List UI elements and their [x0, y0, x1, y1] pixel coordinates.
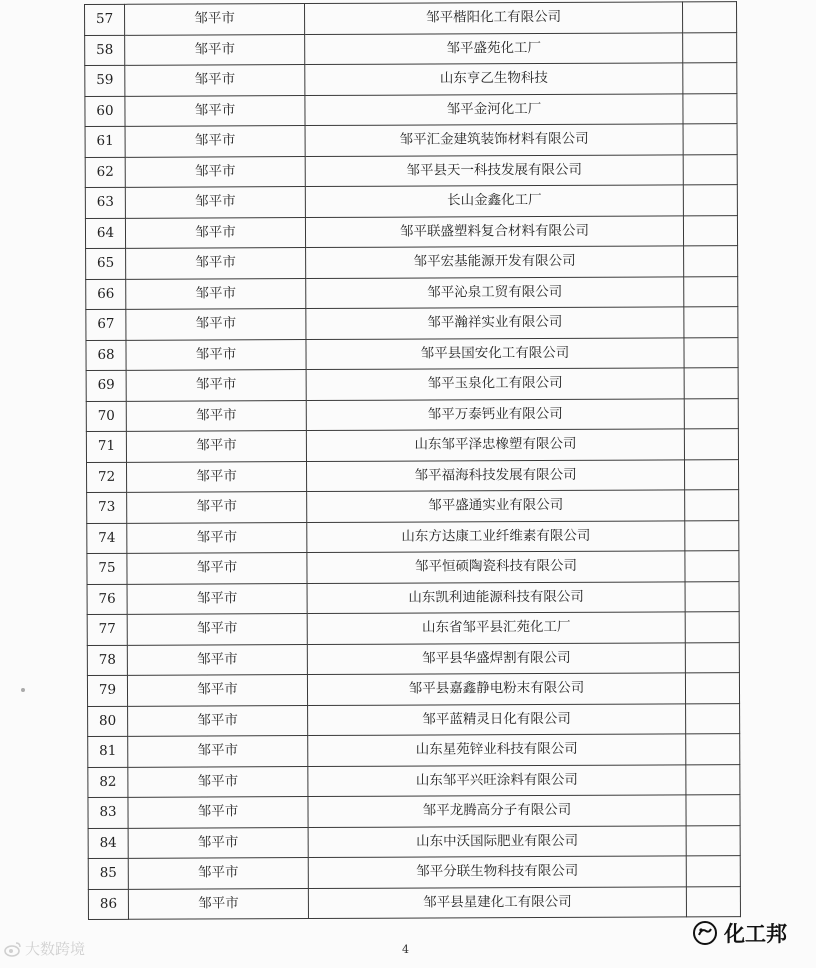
company-name-cell: 邹平县国安化工有限公司	[306, 337, 684, 369]
table-row	[85, 63, 737, 96]
company-name-cell: 邹平瀚祥实业有限公司	[306, 307, 684, 339]
table-row	[85, 2, 737, 35]
row-number-cell: 69	[86, 370, 126, 401]
note-cell	[684, 337, 738, 368]
note-cell	[686, 703, 740, 734]
note-cell	[683, 185, 737, 216]
watermark-left-text: 大数跨境	[25, 940, 86, 958]
note-cell	[686, 764, 740, 795]
note-cell	[685, 642, 739, 673]
city-cell: 邹平市	[127, 583, 307, 614]
company-name-cell: 邹平盛苑化工厂	[305, 32, 683, 64]
watermark-left	[4, 938, 85, 959]
table-row	[86, 398, 738, 431]
weibo-icon	[4, 941, 22, 957]
company-name-cell: 山东邹平泽忠橡塑有限公司	[306, 429, 684, 461]
note-cell	[686, 795, 740, 826]
note-cell	[684, 368, 738, 399]
city-cell: 邹平市	[127, 522, 307, 553]
table-row	[85, 185, 737, 218]
table-row	[88, 764, 740, 797]
city-cell: 邹平市	[127, 553, 307, 584]
city-cell: 邹平市	[125, 126, 305, 157]
company-name-cell: 邹平宏基能源开发有限公司	[306, 246, 684, 278]
note-cell	[684, 246, 738, 277]
row-number-cell: 71	[86, 431, 126, 462]
table-row	[85, 93, 737, 126]
company-name-cell: 山东亨乙生物科技	[305, 63, 683, 95]
company-name-cell: 邹平汇金建筑装饰材料有限公司	[305, 124, 683, 156]
table-row	[86, 368, 738, 401]
company-list-table	[84, 1, 741, 920]
row-number-cell: 68	[86, 340, 126, 371]
note-cell	[685, 581, 739, 612]
row-number-cell: 84	[88, 828, 128, 859]
city-cell: 邹平市	[125, 34, 305, 65]
row-number-cell: 76	[87, 584, 127, 615]
row-number-cell: 82	[88, 767, 128, 798]
city-cell: 邹平市	[125, 65, 305, 96]
note-cell	[683, 124, 737, 155]
city-cell: 邹平市	[125, 4, 305, 35]
city-cell: 邹平市	[125, 187, 305, 218]
company-name-cell: 邹平县嘉鑫静电粉末有限公司	[307, 673, 685, 705]
city-cell: 邹平市	[127, 492, 307, 523]
table-row	[87, 612, 739, 645]
table-row	[85, 32, 737, 65]
note-cell	[683, 93, 737, 124]
note-cell	[683, 215, 737, 246]
row-number-cell: 72	[86, 462, 126, 493]
company-name-cell: 山东星苑锌业科技有限公司	[308, 734, 686, 766]
city-cell: 邹平市	[126, 339, 306, 370]
note-cell	[684, 459, 738, 490]
margin-mark	[21, 688, 25, 692]
city-cell: 邹平市	[126, 278, 306, 309]
city-cell: 邹平市	[127, 675, 307, 706]
company-name-cell: 邹平分联生物科技有限公司	[308, 856, 686, 888]
note-cell	[686, 856, 740, 887]
company-name-cell: 邹平楷阳化工有限公司	[305, 2, 683, 34]
company-name-cell: 邹平联盛塑料复合材料有限公司	[305, 215, 683, 247]
company-name-cell: 山东中沃国际肥业有限公司	[308, 825, 686, 857]
note-cell	[684, 307, 738, 338]
row-number-cell: 80	[88, 706, 128, 737]
note-cell	[684, 276, 738, 307]
row-number-cell: 63	[85, 187, 125, 218]
note-cell	[685, 490, 739, 521]
city-cell: 邹平市	[128, 736, 308, 767]
note-cell	[684, 429, 738, 460]
note-cell	[685, 673, 739, 704]
table-row	[88, 886, 740, 919]
table-row	[85, 154, 737, 187]
city-cell: 邹平市	[126, 248, 306, 279]
row-number-cell: 79	[87, 675, 127, 706]
company-name-cell: 邹平万泰钙业有限公司	[306, 398, 684, 430]
row-number-cell: 70	[86, 401, 126, 432]
company-name-cell: 邹平福海科技发展有限公司	[306, 459, 684, 491]
row-number-cell: 58	[85, 35, 125, 66]
note-cell	[684, 398, 738, 429]
table-row	[87, 551, 739, 584]
note-cell	[686, 734, 740, 765]
city-cell: 邹平市	[126, 370, 306, 401]
row-number-cell: 66	[86, 279, 126, 310]
city-cell: 邹平市	[128, 858, 308, 889]
city-cell: 邹平市	[128, 705, 308, 736]
company-name-cell: 邹平县华盛焊割有限公司	[307, 642, 685, 674]
company-name-cell: 山东省邹平县汇苑化工厂	[307, 612, 685, 644]
table-row	[87, 520, 739, 553]
table-row	[87, 581, 739, 614]
company-name-cell: 邹平县天一科技发展有限公司	[305, 154, 683, 186]
company-name-cell: 邹平恒硕陶瓷科技有限公司	[307, 551, 685, 583]
row-number-cell: 65	[86, 248, 126, 279]
city-cell: 邹平市	[126, 461, 306, 492]
city-cell: 邹平市	[126, 431, 306, 462]
row-number-cell: 59	[85, 65, 125, 96]
city-cell: 邹平市	[128, 827, 308, 858]
row-number-cell: 67	[86, 309, 126, 340]
row-number-cell: 73	[87, 492, 127, 523]
company-name-cell: 邹平沁泉工贸有限公司	[306, 276, 684, 308]
table-row	[87, 673, 739, 706]
row-number-cell: 77	[87, 614, 127, 645]
note-cell	[685, 551, 739, 582]
row-number-cell: 62	[85, 157, 125, 188]
table-row	[88, 703, 740, 736]
row-number-cell: 81	[88, 736, 128, 767]
row-number-cell: 86	[88, 889, 128, 920]
note-cell	[685, 520, 739, 551]
note-cell	[682, 2, 736, 33]
company-name-cell: 山东方达康工业纤维素有限公司	[307, 520, 685, 552]
city-cell: 邹平市	[125, 156, 305, 187]
wechat-logo-icon	[692, 920, 718, 946]
table-row	[85, 215, 737, 248]
table-row	[86, 429, 738, 462]
table-row	[86, 459, 738, 492]
city-cell: 邹平市	[127, 614, 307, 645]
table-row	[87, 490, 739, 523]
table-row	[86, 337, 738, 370]
city-cell: 邹平市	[128, 797, 308, 828]
city-cell: 邹平市	[125, 95, 305, 126]
note-cell	[686, 825, 740, 856]
city-cell: 邹平市	[125, 217, 305, 248]
row-number-cell: 64	[85, 218, 125, 249]
company-name-cell: 山东邹平兴旺涂料有限公司	[308, 764, 686, 796]
city-cell: 邹平市	[128, 766, 308, 797]
company-name-cell: 邹平龙腾高分子有限公司	[308, 795, 686, 827]
page-number: 4	[402, 943, 409, 956]
table-row	[88, 734, 740, 767]
row-number-cell: 60	[85, 96, 125, 127]
table-row	[86, 307, 738, 340]
company-list-body	[85, 2, 741, 920]
city-cell: 邹平市	[127, 644, 307, 675]
city-cell: 邹平市	[126, 309, 306, 340]
watermark-right-text: 化工邦	[724, 922, 787, 946]
city-cell: 邹平市	[128, 888, 308, 919]
company-name-cell: 邹平盛通实业有限公司	[307, 490, 685, 522]
table-row	[86, 276, 738, 309]
row-number-cell: 83	[88, 797, 128, 828]
company-name-cell: 山东凯利迪能源科技有限公司	[307, 581, 685, 613]
company-name-cell: 长山金鑫化工厂	[305, 185, 683, 217]
row-number-cell: 57	[85, 4, 125, 35]
table-row	[85, 124, 737, 157]
note-cell	[683, 32, 737, 63]
company-name-cell: 邹平金河化工厂	[305, 93, 683, 125]
company-name-cell: 邹平县星建化工有限公司	[308, 886, 686, 918]
city-cell: 邹平市	[126, 400, 306, 431]
table-row	[86, 246, 738, 279]
company-name-cell: 邹平玉泉化工有限公司	[306, 368, 684, 400]
watermark-right	[692, 918, 787, 948]
row-number-cell: 75	[87, 553, 127, 584]
note-cell	[686, 886, 740, 917]
company-name-cell: 邹平蓝精灵日化有限公司	[308, 703, 686, 735]
table-row	[88, 856, 740, 889]
table-row	[87, 642, 739, 675]
row-number-cell: 78	[87, 645, 127, 676]
note-cell	[683, 63, 737, 94]
row-number-cell: 74	[87, 523, 127, 554]
row-number-cell: 85	[88, 858, 128, 889]
note-cell	[685, 612, 739, 643]
row-number-cell: 61	[85, 126, 125, 157]
table-row	[88, 795, 740, 828]
note-cell	[683, 154, 737, 185]
table-row	[88, 825, 740, 858]
